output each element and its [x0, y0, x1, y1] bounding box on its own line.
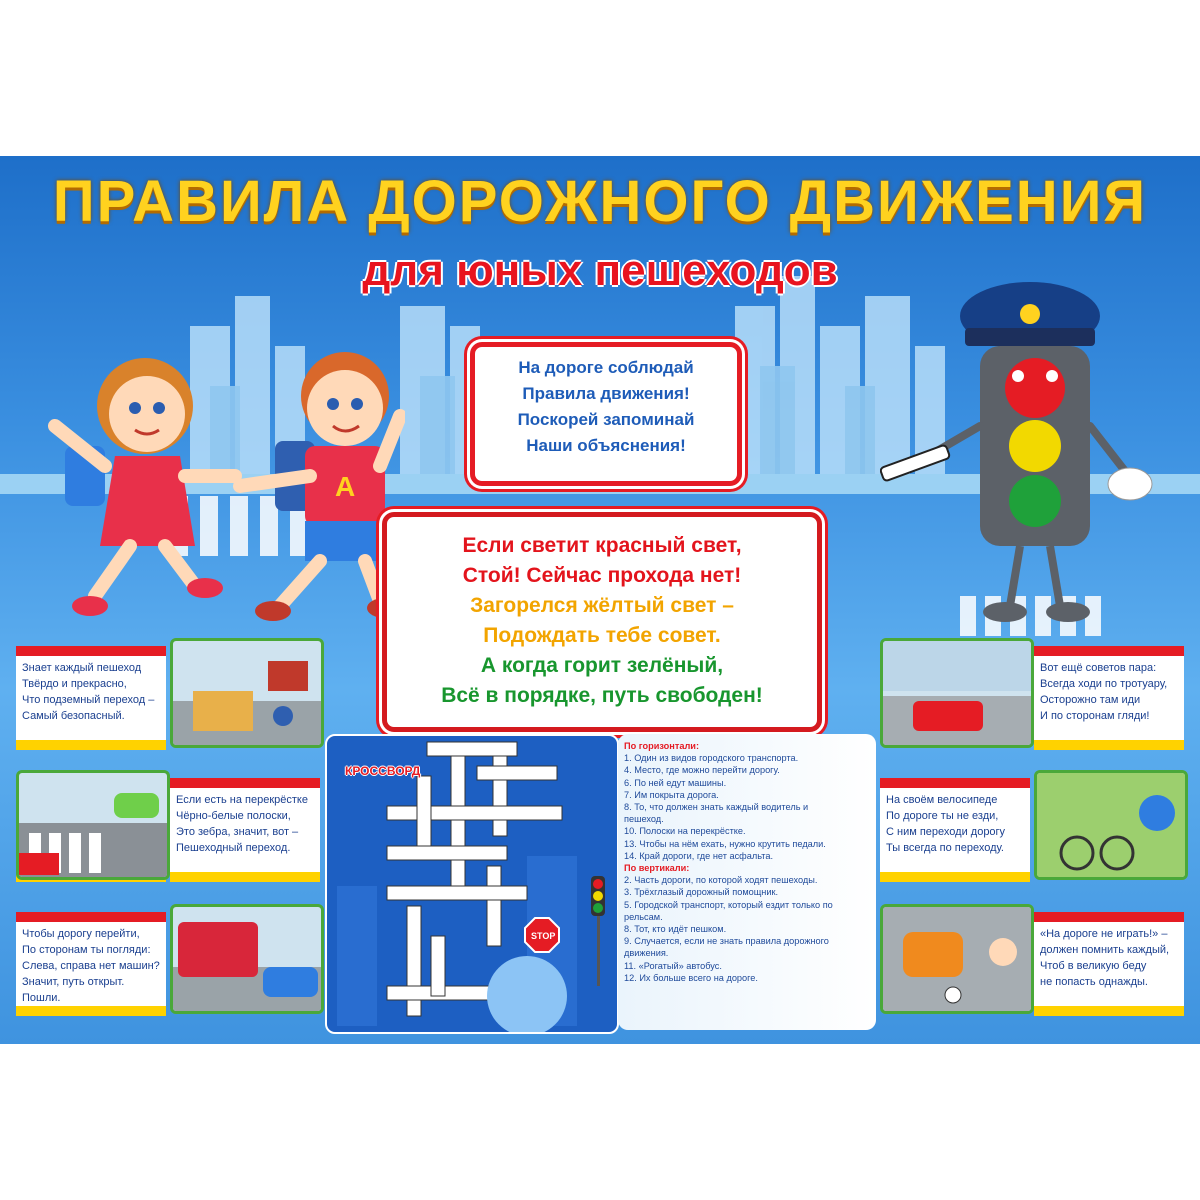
traffic-light-character — [880, 276, 1180, 626]
card-line: Это зебра, значит, вот – — [176, 826, 299, 838]
card-line: И по сторонам гляди! — [1040, 710, 1150, 722]
top-poem-line: Правила движения! — [522, 384, 690, 403]
card-line: Знает каждый пешеход — [22, 662, 142, 674]
card-line: Пешеходный переход. — [176, 842, 291, 854]
card-line: Слева, справа нет машин? — [22, 960, 160, 972]
card-line: Вот ещё советов пара: — [1040, 662, 1157, 674]
card-line: «На дороге не играть!» – — [1040, 928, 1168, 940]
top-poem-line: Поскорей запоминай — [517, 410, 695, 429]
clue: 7. Им покрыта дорога. — [624, 789, 719, 800]
card-line: По дороге ты не езди, — [886, 810, 999, 822]
crossword-panel — [325, 734, 619, 1034]
card-line: должен помнить каждый, — [1040, 944, 1170, 956]
clue: 11. «Рогатый» автобус. — [624, 960, 722, 971]
card-line: не попасть однажды. — [1040, 976, 1148, 988]
center-poem-line: Всё в порядке, путь свободен! — [441, 684, 763, 707]
clue: 1. Один из видов городского транспорта. — [624, 753, 799, 764]
card-line: Значит, путь открыт. Пошли. — [22, 976, 125, 1004]
vertical-heading: По вертикали: — [624, 863, 690, 874]
card-line: Твёрдо и прекрасно, — [22, 678, 127, 690]
card-line: Всегда ходи по тротуару, — [1040, 678, 1168, 690]
center-poem-line: Подождать тебе совет. — [483, 624, 721, 647]
center-poem-line: Загорелся жёлтый свет – — [470, 594, 734, 617]
card-line: Что подземный переход – — [22, 694, 155, 706]
poster — [0, 156, 1200, 1044]
crossword-clues — [618, 734, 876, 1030]
horizontal-heading: По горизонтали: — [624, 741, 699, 751]
clue: движения. — [624, 948, 669, 959]
clue: 10. Полоски на перекрёстке. — [624, 826, 746, 837]
underpass-illustration — [170, 638, 324, 748]
svg-text:A: A — [335, 471, 356, 502]
poster-title: ПРАВИЛА ДОРОЖНОГО ДВИЖЕНИЯ — [52, 169, 1148, 234]
clue: пешеход. — [624, 814, 664, 825]
card-line: Чтобы дорогу перейти, — [22, 928, 140, 940]
poster-subtitle: для юных пешеходов — [362, 246, 838, 295]
stop-sign-text: STOP — [531, 931, 556, 941]
card-line: Ты всегда по переходу. — [886, 842, 1004, 854]
clue: 4. Место, где можно перейти дорогу. — [624, 765, 780, 776]
card-line: Самый безопасный. — [22, 710, 125, 722]
card-line: С ним переходи дорогу — [886, 826, 1006, 838]
playing-on-road-illustration — [880, 904, 1034, 1014]
children-illustration — [35, 326, 405, 626]
card-line: На своём велосипеде — [886, 794, 998, 806]
clue: 5. Городской транспорт, который ездит только по — [624, 899, 833, 910]
center-poem-line: А когда горит зелёный, — [480, 654, 724, 677]
card-line: По сторонам ты погляди: — [22, 944, 151, 956]
clue: рельсам. — [624, 911, 663, 922]
clue: 8. То, что должен знать каждый водитель и — [624, 802, 809, 813]
clue: 14. Край дороги, где нет асфальта. — [624, 850, 774, 861]
clue: 9. Случается, если не знать правила дорожного — [624, 936, 829, 947]
clue: 8. Тот, кто идёт пешком. — [624, 924, 727, 935]
right-card-2 — [880, 778, 1030, 882]
left-card-3 — [16, 912, 166, 1016]
right-card-3 — [1034, 912, 1184, 1016]
crossword-grid — [327, 736, 617, 1032]
center-poem-line: Стой! Сейчас прохода нет! — [462, 564, 742, 587]
clue: 12. Их больше всего на дороге. — [624, 972, 758, 983]
crossword-title: КРОССВОРД — [345, 764, 421, 778]
top-poem-line: Наши объяснения! — [526, 436, 686, 455]
left-card-1 — [16, 646, 166, 750]
clue: 13. Чтобы на нём ехать, нужно крутить педали. — [624, 838, 826, 849]
card-line: Чёрно-белые полоски, — [176, 810, 291, 822]
top-poem-line: На дороге соблюдай — [518, 358, 694, 377]
sidewalk-illustration — [880, 638, 1034, 748]
card-line: Осторожно там иди — [1040, 694, 1141, 706]
card-line: Чтоб в великую беду — [1040, 960, 1147, 972]
clue: 2. Часть дороги, по которой ходят пешеходы. — [624, 875, 818, 886]
left-card-2-text — [170, 778, 320, 882]
bicycle-illustration — [1034, 770, 1188, 880]
clue: 3. Трёхглазый дорожный помощник. — [624, 887, 779, 898]
center-poem-box — [382, 512, 822, 732]
clue: 6. По ней едут машины. — [624, 777, 727, 788]
top-poem-box — [470, 342, 742, 486]
right-card-1 — [1034, 646, 1184, 750]
bus-stop-illustration — [170, 904, 324, 1014]
card-line: Если есть на перекрёстке — [176, 794, 308, 806]
center-poem-line: Если светит красный свет, — [462, 534, 742, 557]
zebra-crossing-illustration — [16, 770, 170, 880]
